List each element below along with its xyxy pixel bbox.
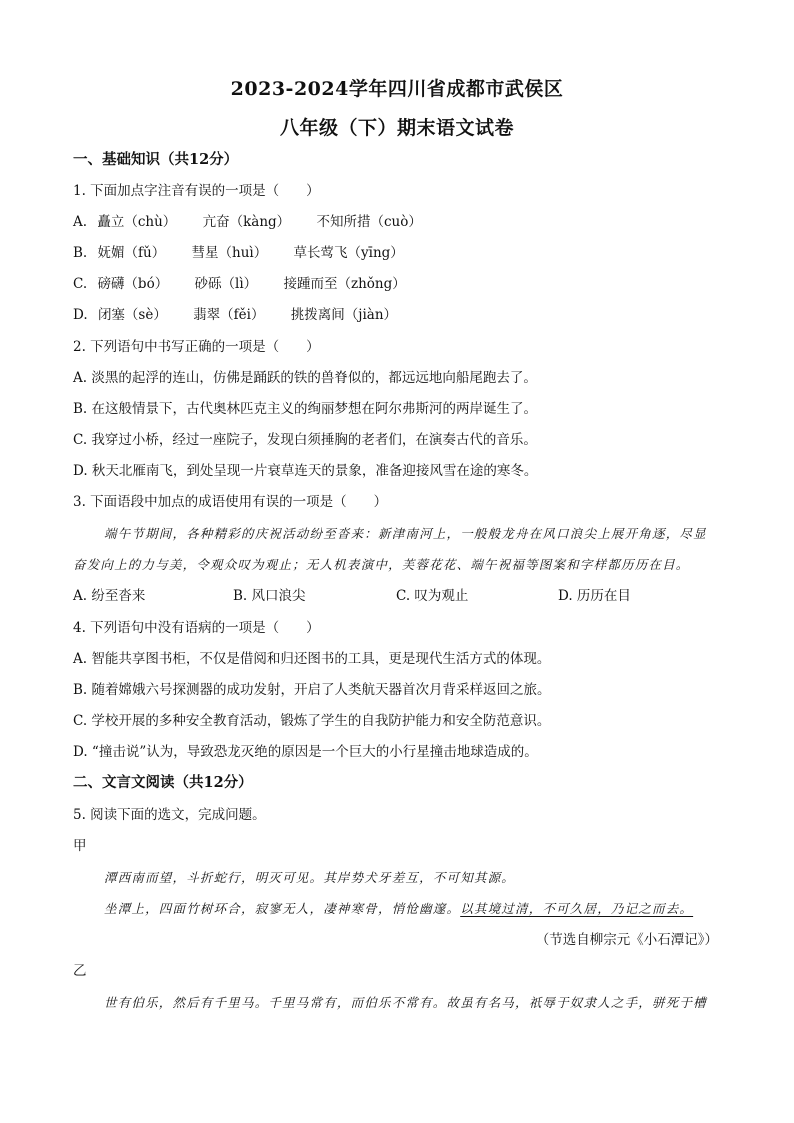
question-4-option-d: D. “撞击说”认为，导致恐龙灭绝的原因是一个巨大的小行星撞击地球造成的。 xyxy=(73,744,538,760)
option-item: 矗立（chù） xyxy=(97,214,177,230)
option-letter: B. xyxy=(73,245,88,261)
option-item: 亢奋（kàng） xyxy=(202,214,291,230)
question-3-option-c: C. 叹为观止 xyxy=(396,588,469,604)
option-item: 磅礴（bó） xyxy=(97,276,169,292)
question-3-option-a: A. 纷至沓来 xyxy=(73,588,146,604)
question-2-option-d: D. 秋天北雁南飞，到处呈现一片衰草连天的景象，准备迎接风雪在途的寒冬。 xyxy=(73,463,538,479)
passage-jia-line2-underlined: 以其境过清，不可久居，乃记之而去。 xyxy=(460,901,694,916)
passage-label-yi: 乙 xyxy=(73,963,87,979)
question-2-stem: 2. 下列语句中书写正确的一项是（ ） xyxy=(73,339,320,355)
option-item: 挑拨离间（jiàn） xyxy=(290,307,398,323)
option-item: 翡翠（fěi） xyxy=(193,307,265,323)
exam-title-line2: 八年级（下）期末语文试卷 xyxy=(279,117,514,139)
question-1-option-a xyxy=(73,213,444,231)
exam-title-line1: 2023-2024学年四川省成都市武侯区 xyxy=(230,78,564,100)
question-3-option-b: B. 风口浪尖 xyxy=(233,588,306,604)
option-item: 不知所措（cuò） xyxy=(316,214,422,230)
option-letter: A. xyxy=(73,214,88,230)
question-1-option-b xyxy=(73,244,426,262)
question-2-option-a: A. 淡黑的起浮的连山，仿佛是踊跃的铁的兽脊似的，都远远地向船尾跑去了。 xyxy=(73,370,537,386)
question-4-option-c: C. 学校开展的多种安全教育活动，锻炼了学生的自我防护能力和安全防范意识。 xyxy=(73,713,551,729)
section-heading-basic-knowledge: 一、基础知识（共12分） xyxy=(73,151,239,168)
passage-jia-line1: 潭西南而望，斗折蛇行，明灭可见。其岸势犬牙差互，不可知其源。 xyxy=(104,870,516,885)
passage-jia-line2 xyxy=(104,900,693,918)
section-heading-classical-reading: 二、文言文阅读（共12分） xyxy=(73,774,253,791)
question-5-stem: 5. 阅读下面的选文，完成问题。 xyxy=(73,807,266,823)
question-1-option-c xyxy=(73,275,428,293)
question-1-option-d xyxy=(73,306,419,324)
question-4-option-b: B. 随着嫦娥六号探测器的成功发射，开启了人类航天器首次月背采样返回之旅。 xyxy=(73,682,551,698)
question-1-stem: 1. 下面加点字注音有误的一项是（ ） xyxy=(73,183,320,199)
passage-jia-line2-plain: 坐潭上，四面竹树环合，寂寥无人，凄神寒骨，悄怆幽邃。 xyxy=(104,901,461,916)
option-item: 彗星（huì） xyxy=(191,245,268,261)
question-4-option-a: A. 智能共享图书柜，不仅是借阅和归还图书的工具，更是现代生活方式的体现。 xyxy=(73,651,551,667)
question-2-option-b: B. 在这般情景下，古代奥林匹克主义的绚丽梦想在阿尔弗斯河的两岸诞生了。 xyxy=(73,401,538,417)
option-item: 砂砾（lì） xyxy=(194,276,258,292)
question-3-passage-line2: 奋发向上的力与美，令观众叹为观止；无人机表演中，芙蓉花花、端午祝福等图案和字样都历历在目。 xyxy=(73,557,690,572)
option-item: 闭塞（sè） xyxy=(97,307,167,323)
option-letter: D. xyxy=(73,307,88,323)
question-3-passage-line1: 端午节期间，各种精彩的庆祝活动纷至沓来：新津南河上，一般般龙舟在风口浪尖上展开角逐，尽显 xyxy=(104,526,707,541)
question-2-option-c: C. 我穿过小桥，经过一座院子，发现白须捶胸的老者们，在演奏古代的音乐。 xyxy=(73,432,537,448)
passage-yi-line1: 世有伯乐，然后有千里马。千里马常有，而伯乐不常有。故虽有名马，祇辱于奴隶人之手，骈死于槽 xyxy=(104,995,707,1010)
option-item: 妩媚（fǔ） xyxy=(97,245,166,261)
question-3-option-d: D. 历历在目 xyxy=(558,588,631,604)
option-item: 接踵而至（zhǒng） xyxy=(283,276,406,292)
passage-jia-source: （节选自柳宗元《小石潭记》） xyxy=(535,932,718,948)
question-3-stem: 3. 下面语段中加点的成语使用有误的一项是（ ） xyxy=(73,494,388,510)
option-letter: C. xyxy=(73,276,88,292)
question-4-stem: 4. 下列语句中没有语病的一项是（ ） xyxy=(73,620,320,636)
passage-label-jia: 甲 xyxy=(73,838,87,854)
option-item: 草长莺飞（yīng） xyxy=(293,245,404,261)
